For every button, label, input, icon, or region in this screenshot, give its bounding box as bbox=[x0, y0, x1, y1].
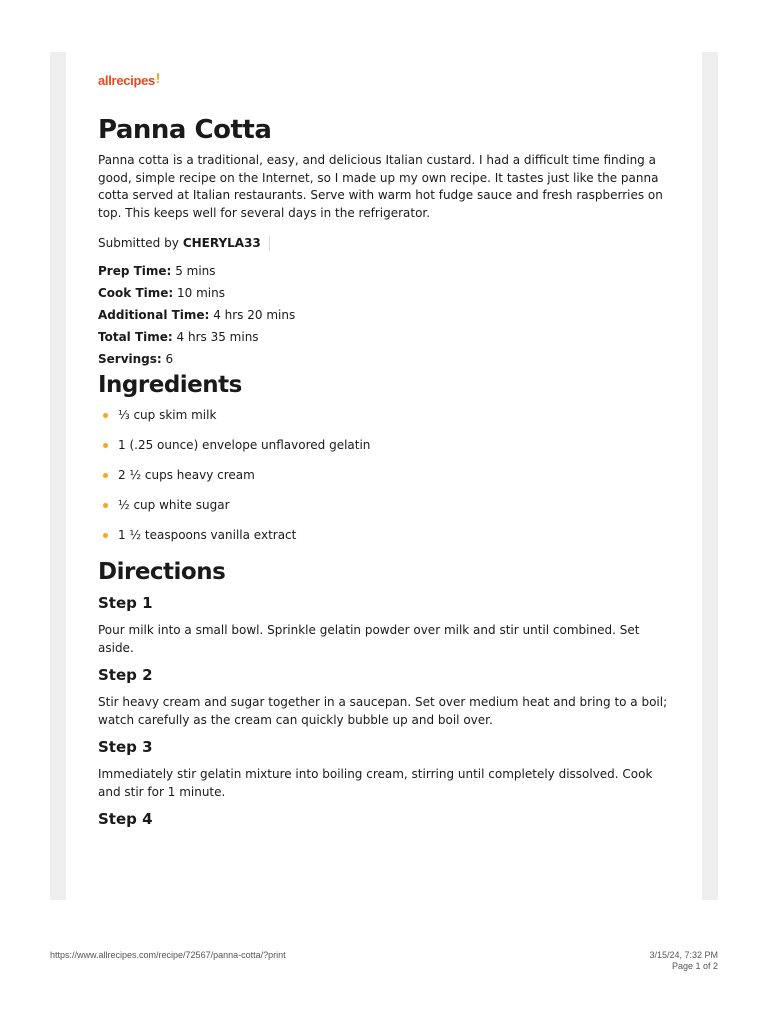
bullet-icon bbox=[103, 473, 108, 478]
list-item bbox=[98, 497, 678, 527]
recipe-content bbox=[98, 70, 678, 829]
step-title: Step 1 bbox=[98, 594, 153, 612]
recipe-title: Panna Cotta bbox=[98, 115, 272, 145]
ingredients-list bbox=[98, 407, 678, 557]
ingredient-text: ⅓ cup skim milk bbox=[118, 408, 217, 422]
right-margin-bar bbox=[702, 52, 718, 900]
recipe-description: Panna cotta is a traditional, easy, and delicious Italian custard. I had a difficult time finding a good, simple recipe on the Internet, so I made up my own recipe. It tastes just like the panna cotta served at Italian restaurants. Serve with warm hot fudge sauce and fresh raspberries on top. This keeps well for several days in the refrigerator. bbox=[98, 153, 663, 220]
step-text: Immediately stir gelatin mixture into boiling cream, stirring until completely dissolved. Cook and stir for 1 minute. bbox=[98, 767, 653, 799]
step-text: Pour milk into a small bowl. Sprinkle gelatin powder over milk and stir until combined. Set aside. bbox=[98, 623, 640, 655]
ingredient-text: 1 ½ teaspoons vanilla extract bbox=[118, 528, 297, 542]
directions-heading: Directions bbox=[98, 559, 226, 585]
step-1 bbox=[98, 593, 678, 657]
list-item bbox=[98, 437, 678, 467]
logo-text: allrecipes bbox=[98, 72, 155, 88]
meta-value: 10 mins bbox=[177, 286, 225, 300]
meta-total-time bbox=[98, 326, 678, 348]
divider bbox=[269, 236, 270, 250]
recipe-meta bbox=[98, 260, 678, 370]
left-margin-bar bbox=[50, 52, 66, 900]
ingredient-text: 1 (.25 ounce) envelope unflavored gelatin bbox=[118, 438, 371, 452]
step-title: Step 4 bbox=[98, 810, 153, 828]
meta-additional-time bbox=[98, 304, 678, 326]
list-item bbox=[98, 527, 678, 557]
ingredient-text: 2 ½ cups heavy cream bbox=[118, 468, 255, 482]
footer-page-number: Page 1 of 2 bbox=[671, 961, 718, 971]
meta-cook-time bbox=[98, 282, 678, 304]
author-name: CHERYLA33 bbox=[182, 236, 261, 250]
bullet-icon bbox=[103, 503, 108, 508]
step-title: Step 3 bbox=[98, 738, 153, 756]
meta-value: 4 hrs 35 mins bbox=[176, 330, 259, 344]
logo-exclamation-icon bbox=[156, 73, 160, 83]
bullet-icon bbox=[103, 533, 108, 538]
meta-value: 5 mins bbox=[175, 264, 216, 278]
meta-prep-time bbox=[98, 260, 678, 282]
submitted-prefix: Submitted by bbox=[98, 236, 179, 250]
meta-label: Total Time: bbox=[98, 330, 173, 344]
footer-url: https://www.allrecipes.com/recipe/72567/panna-cotta/?print bbox=[50, 950, 286, 960]
meta-label: Servings: bbox=[98, 352, 162, 366]
step-title: Step 2 bbox=[98, 666, 153, 684]
list-item bbox=[98, 467, 678, 497]
footer-right bbox=[649, 950, 718, 972]
meta-servings bbox=[98, 348, 678, 370]
step-2 bbox=[98, 665, 678, 729]
list-item bbox=[98, 407, 678, 437]
bullet-icon bbox=[103, 413, 108, 418]
submitted-by bbox=[98, 234, 678, 252]
meta-label: Prep Time: bbox=[98, 264, 172, 278]
meta-label: Additional Time: bbox=[98, 308, 210, 322]
step-3 bbox=[98, 737, 678, 801]
meta-label: Cook Time: bbox=[98, 286, 174, 300]
step-4 bbox=[98, 809, 678, 829]
step-text: Stir heavy cream and sugar together in a saucepan. Set over medium heat and bring to a boil; watch carefully as the cream can quickly bubble up and boil over. bbox=[98, 695, 668, 727]
ingredient-text: ½ cup white sugar bbox=[118, 498, 230, 512]
bullet-icon bbox=[103, 443, 108, 448]
meta-value: 6 bbox=[165, 352, 174, 366]
meta-value: 4 hrs 20 mins bbox=[213, 308, 296, 322]
ingredients-heading: Ingredients bbox=[98, 372, 242, 398]
footer-datetime: 3/15/24, 7:32 PM bbox=[649, 950, 718, 960]
allrecipes-logo bbox=[98, 70, 678, 90]
